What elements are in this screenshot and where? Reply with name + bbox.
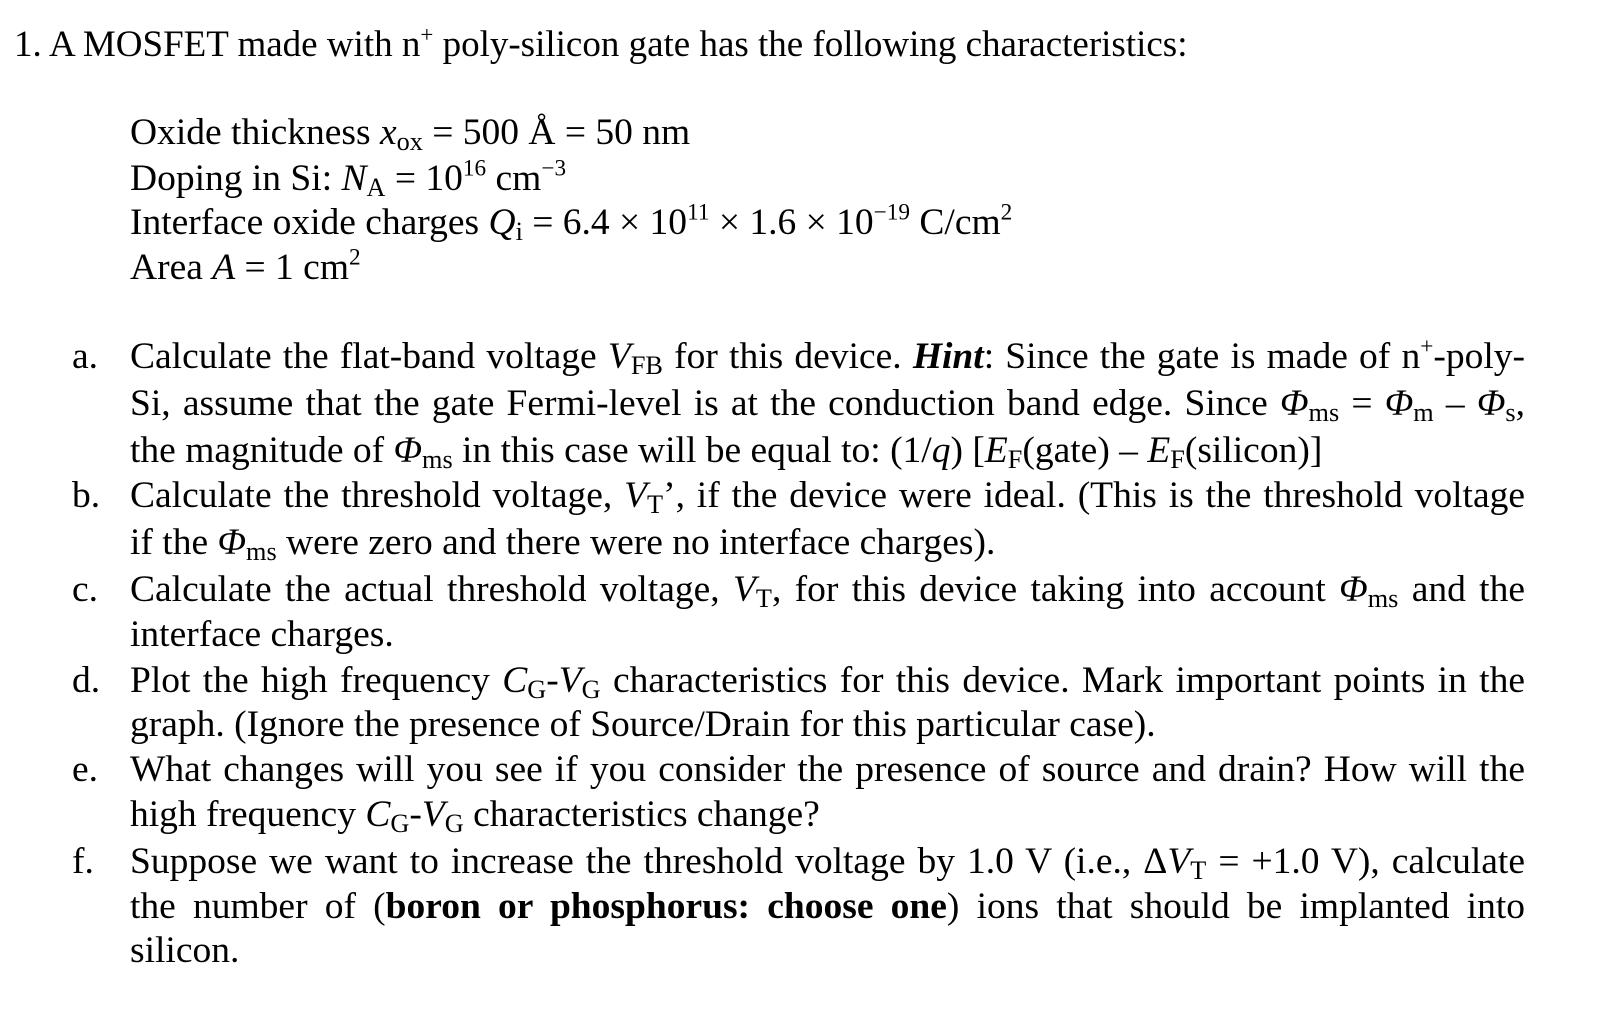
part-a-line-2: Si, assume that the gate Fermi-level is at the conduction band edge. Since $\Phi_{ms} = \Phi_m - \Phi_s$, — [130, 383, 1526, 427]
part-c-line-1: Calculate the actual threshold voltage, $V_T$, for this device taking into account $\Phi_{ms}$ and the — [130, 569, 1525, 613]
part-e-line-2: high frequency $C_G-V_G$ characteristics change? — [130, 794, 820, 838]
part-b-marker: b. — [72, 475, 101, 516]
problem-number: 1. — [14, 24, 42, 65]
part-a-line-1: Calculate the flat-band voltage $V_{FB}$ for this device. Hint: Since the gate is made of n+-poly- — [130, 333, 1525, 380]
spec-oxide-thickness: Oxide thickness $x_{ox} = 500$ Å = 50 nm — [130, 112, 691, 156]
part-a-marker: a. — [72, 336, 99, 377]
part-c-marker: c. — [72, 569, 99, 610]
part-d-marker: d. — [72, 660, 101, 701]
part-e-line-1: What changes will you see if you consider the presence of source and drain? How will the — [130, 749, 1525, 790]
spec-doping: Doping in Si: $N_A = 10^{16}$ $cm^{-3}$ — [130, 155, 567, 202]
part-e-marker: e. — [72, 749, 99, 790]
part-f-line-3: silicon. — [130, 930, 240, 971]
part-d-line-2: graph. (Ignore the presence of Source/Drain for this particular case). — [130, 704, 1156, 745]
part-c-line-2: interface charges. — [130, 614, 394, 655]
part-f-line-2: the number of (boron or phosphorus: choose one) ions that should be implanted into — [130, 886, 1526, 927]
part-b-line-1: Calculate the threshold voltage, $V_T$’, if the device were ideal. (This is the threshold voltage — [130, 475, 1525, 519]
spec-interface-charges: Interface oxide charges $Q_i = 6.4 \times 10^{11} \times 1.6 \times 10^{-19}$ $C/cm^2$ — [130, 199, 1013, 246]
part-a-line-3: the magnitude of $\Phi_{ms}$ in this case will be equal to: (1/q) [$E_F(gate)$ – $E_F(silicon)$] — [130, 430, 1323, 474]
part-d-line-1: Plot the high frequency $C_G-V_G$ characteristics for this device. Mark important points in the — [130, 660, 1525, 704]
part-b-line-2: if the $\Phi_{ms}$ were zero and there were no interface charges). — [130, 522, 996, 566]
part-f-line-1: Suppose we want to increase the threshold voltage by 1.0 V (i.e., $\Delta V_T = +1.0$ V), calculate — [130, 841, 1525, 885]
problem-heading: 1. A MOSFET made with n+ poly-silicon gate has the following characteristics: — [14, 21, 1188, 65]
part-f-marker: f. — [72, 841, 94, 882]
spec-area: Area A = 1 $cm^2$ — [130, 244, 361, 288]
